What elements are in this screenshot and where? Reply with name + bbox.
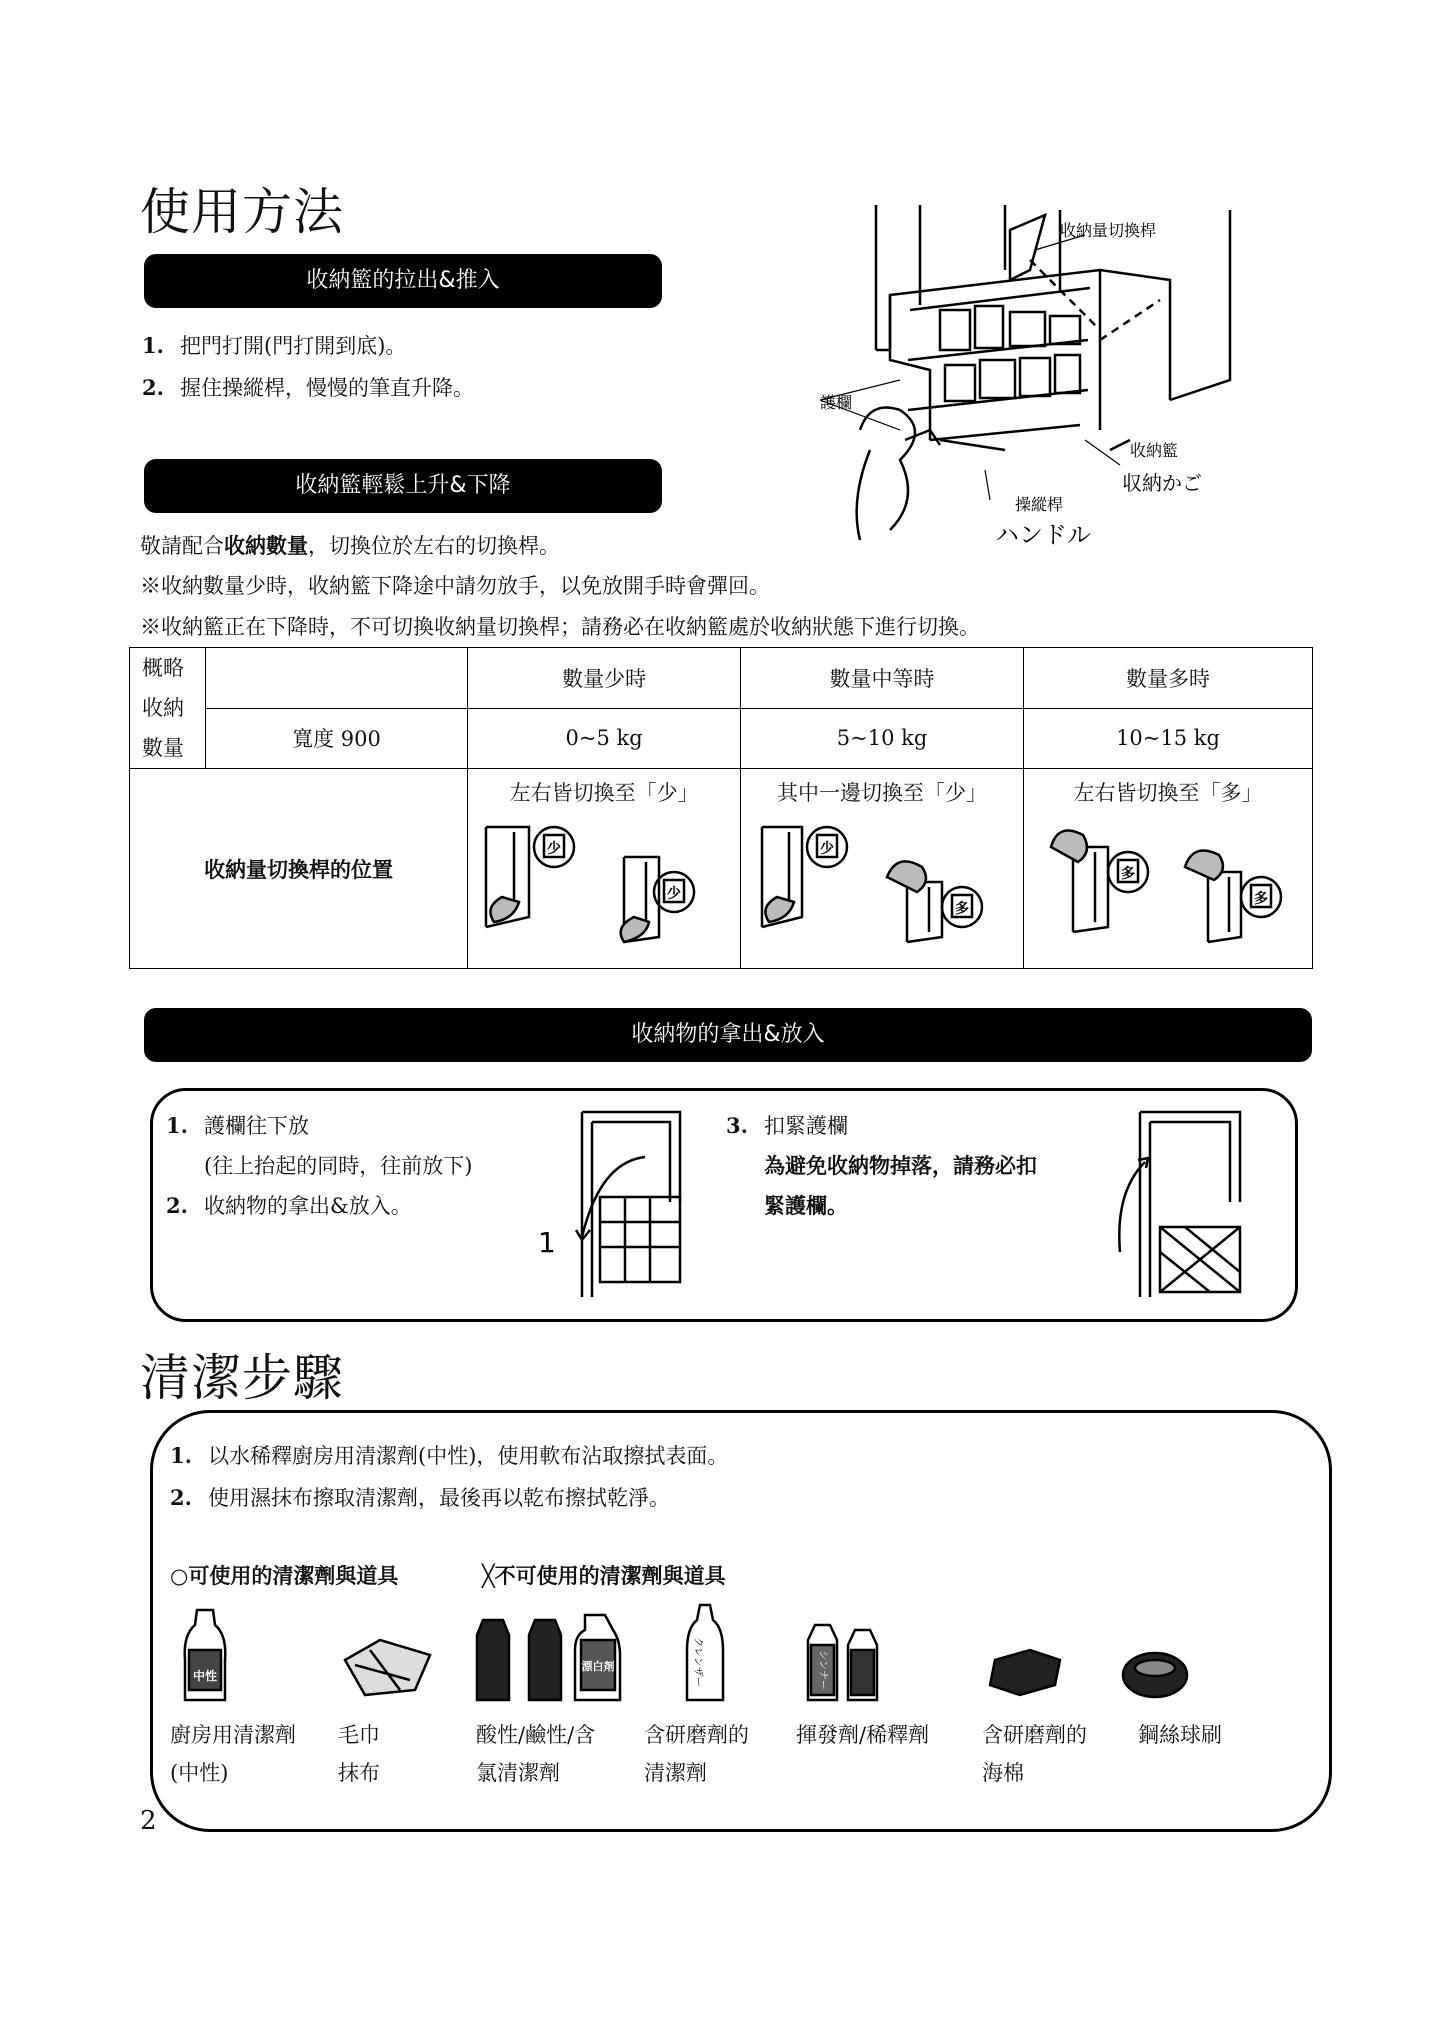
position-many-cell — [1024, 769, 1313, 969]
abrasive-sponge-icon — [990, 1650, 1060, 1695]
svg-text:少: 少 — [667, 886, 682, 902]
lever-few-few-icon — [474, 807, 734, 947]
blank-header-cell — [205, 648, 467, 709]
col-few: 數量少時 — [468, 648, 741, 709]
svg-text:多: 多 — [955, 901, 970, 917]
row-header-cell: 概略 收納 數量 — [130, 648, 206, 769]
usage-title: 使用方法 — [140, 183, 344, 241]
weight-many: 10~15 kg — [1024, 708, 1313, 769]
ng-heading: ╳不可使用的清潔劑與道具 — [482, 1563, 726, 1588]
quantity-table — [129, 647, 1313, 969]
label-switch-lever: 收納量切換桿 — [1060, 221, 1157, 240]
label-handle-jp: ハンドル — [995, 521, 1091, 549]
svg-text:多: 多 — [1121, 866, 1136, 882]
items-step-3: 3. 扣緊護欄 — [726, 1113, 848, 1138]
weight-few: 0~5 kg — [468, 708, 741, 769]
items-step-3-bold-2: 緊護欄。 — [764, 1193, 848, 1218]
lift-note-1: ※收納數量少時，收納籃下降途中請勿放手，以免放開手時會彈回。 — [140, 574, 770, 598]
label-basket-jp: 収納かご — [1122, 471, 1202, 495]
svg-text:中性: 中性 — [192, 1669, 218, 1683]
width-label: 寬度 900 — [205, 708, 467, 769]
pull-push-step-1: 1. 把門打開(門打開到底)。 — [142, 333, 407, 358]
lift-bar: 收納籃輕鬆上升&下降 — [144, 459, 662, 513]
position-many: 左右皆切換至「多」 — [1073, 781, 1263, 805]
position-few-cell — [468, 769, 741, 969]
steel-wool-icon — [1123, 1653, 1187, 1697]
pull-push-bar: 收納籃的拉出&推入 — [144, 254, 662, 308]
lever-many-many-icon — [1033, 807, 1303, 947]
col-medium: 數量中等時 — [741, 648, 1024, 709]
rail-lock-illustration — [1100, 1102, 1250, 1302]
product-neutral-label: 廚房用清潔劑 (中性) — [170, 1723, 296, 1785]
basket-illustration — [820, 200, 1270, 560]
acid-alkaline-chlorine-icon — [477, 1615, 620, 1700]
product-towel-label: 毛巾 抹布 — [338, 1723, 380, 1785]
towel-icon — [345, 1640, 430, 1695]
product-steel-wool-label: 鋼絲球刷 — [1138, 1723, 1222, 1747]
product-acid-label: 酸性/鹼性/含 氯清潔劑 — [476, 1723, 596, 1785]
lift-note-2: ※收納籃正在下降時，不可切換收納量切換桿；請務必在收納籃處於收納狀態下進行切換。 — [140, 615, 980, 639]
svg-text:シンナー: シンナー — [817, 1650, 828, 1690]
neutral-detergent-icon — [185, 1610, 226, 1700]
col-many: 數量多時 — [1024, 648, 1313, 709]
position-label: 收納量切換桿的位置 — [130, 769, 468, 969]
svg-text:クレンザー: クレンザー — [692, 1637, 703, 1687]
product-thinner-label: 揮發劑/稀釋劑 — [796, 1723, 930, 1747]
lever-few-many-icon — [747, 807, 1017, 947]
items-step-3-bold-1: 為避免收納物掉落，請務必扣 — [764, 1153, 1037, 1178]
cleaning-title: 清潔步驟 — [140, 1349, 344, 1407]
svg-text:少: 少 — [547, 841, 562, 857]
items-step-1: 1. 護欄往下放 — [166, 1113, 309, 1138]
svg-text:少: 少 — [820, 841, 835, 857]
ok-heading: ○可使用的清潔劑與道具 — [170, 1563, 399, 1588]
rail-down-illustration — [530, 1102, 710, 1302]
cleaning-products-icons — [165, 1600, 1265, 1710]
svg-text:多: 多 — [1254, 891, 1269, 907]
svg-text:漂白剤: 漂白剤 — [581, 1660, 615, 1673]
position-few: 左右皆切換至「少」 — [509, 781, 699, 805]
lift-intro: 敬請配合收納數量，切換位於左右的切換桿。 — [140, 533, 560, 558]
label-rail: 護欄 — [820, 393, 853, 412]
items-step-1-sub: (往上抬起的同時，往前放下) — [204, 1154, 473, 1178]
cleaning-step-2: 2. 使用濕抹布擦取清潔劑，最後再以乾布擦拭乾淨。 — [170, 1485, 670, 1510]
items-bar: 收納物的拿出&放入 — [144, 1008, 1312, 1062]
page-number: 2 — [140, 1806, 157, 1836]
cleaning-step-1: 1. 以水稀釋廚房用清潔劑(中性)，使用軟布沾取擦拭表面。 — [170, 1443, 729, 1468]
items-step-2: 2. 收納物的拿出&放入。 — [166, 1193, 412, 1218]
position-medium: 其中一邊切換至「少」 — [777, 781, 988, 805]
svg-text:1: 1 — [538, 1226, 556, 1259]
label-handle-zh: 操縱桿 — [1015, 495, 1064, 514]
product-sponge-label: 含研磨劑的 海棉 — [982, 1723, 1087, 1785]
weight-medium: 5~10 kg — [741, 708, 1024, 769]
pull-push-step-2: 2. 握住操縱桿，慢慢的筆直升降。 — [142, 375, 474, 400]
label-basket-zh: 收納籃 — [1130, 441, 1179, 460]
product-cleanser-label: 含研磨劑的 清潔劑 — [644, 1723, 749, 1785]
position-medium-cell — [741, 769, 1024, 969]
